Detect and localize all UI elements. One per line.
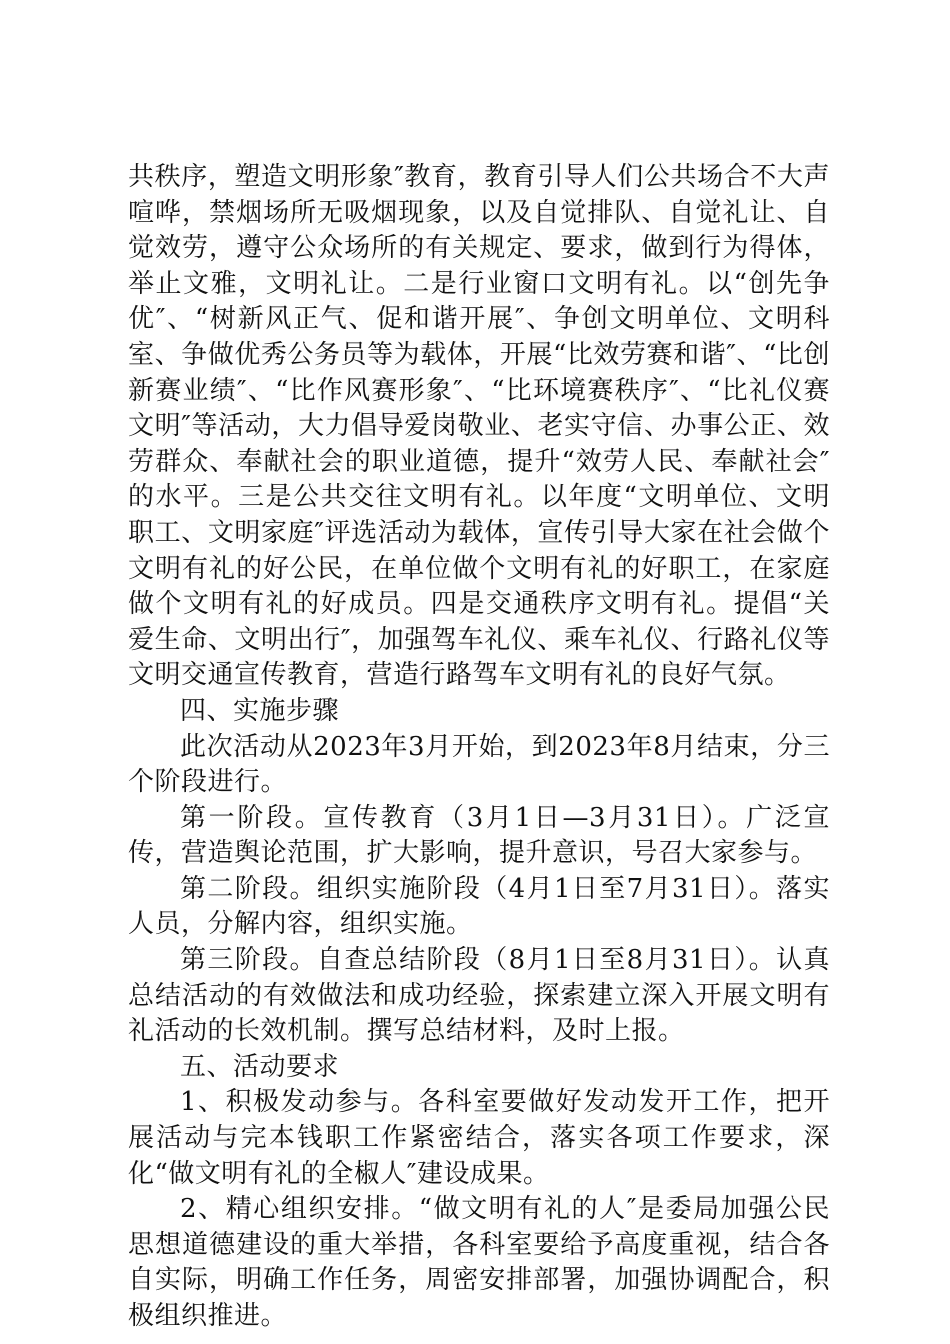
- paragraph-stage-two: 第二阶段。组织实施阶段（4月1日至7月31日）。落实人员，分解内容，组织实施。: [128, 873, 830, 940]
- section-heading-activity-requirements: 五、活动要求: [180, 1051, 340, 1082]
- paragraph-continuation: 共秩序，塑造文明形象″教育，教育引导人们公共场合不大声喧哗，禁烟场所无吸烟现象，以及自觉排队、自觉礼让、自觉效劳，遵守公众场所的有关规定、要求，做到行为得体，举止文雅，文明礼让。二是行业窗口文明有礼。以“创先争优″、“树新风正气、促和谐开展″、争创文明单位、文明科室、争做优秀公务员等为载体，开展“比效劳赛和谐″、“比创新赛业绩″、“比作风赛形象″、“比环境赛秩序″、“比礼仪赛文明″等活动，大力倡导爱岗敬业、老实守信、办事公正、效劳群众、奉献社会的职业道德，提升“效劳人民、奉献社会″的水平。三是公共交往文明有礼。以年度“文明单位、文明职工、文明家庭″评选活动为载体，宣传引导大家在社会做个文明有礼的好公民，在单位做个文明有礼的好职工，在家庭做个文明有礼的好成员。四是交通秩序文明有礼。提倡“关爱生命、文明出行″，加强驾车礼仪、乘车礼仪、行路礼仪等文明交通宣传教育，营造行路驾车文明有礼的良好气氛。: [128, 162, 830, 691]
- paragraph-stage-three: 第三阶段。自查总结阶段（8月1日至8月31日）。认真总结活动的有效做法和成功经验，探索建立深入开展文明有礼活动的长效机制。撰写总结材料，及时上报。: [128, 945, 830, 1047]
- document-body: [128, 160, 830, 1335]
- paragraph-schedule: 此次活动从2023年3月开始，到2023年8月结束，分三个阶段进行。: [128, 731, 830, 798]
- paragraph-requirement-two: 2、精心组织安排。“做文明有礼的人″是委局加强公民思想道德建设的重大举措，各科室要给予高度重视，结合各自实际，明确工作任务，周密安排部署，加强协调配合，积极组织推进。: [128, 1194, 830, 1331]
- section-heading-implementation-steps: 四、实施步骤: [180, 695, 340, 726]
- paragraph-requirement-one: 1、积极发动参与。各科室要做好发动发开工作，把开展活动与完本钱职工作紧密结合，落实各项工作要求，深化“做文明有礼的全椒人″建设成果。: [128, 1087, 830, 1189]
- paragraph-stage-one: 第一阶段。宣传教育（3月1日—3月31日）。广泛宣传，营造舆论范围，扩大影响，提升意识，号召大家参与。: [128, 802, 830, 869]
